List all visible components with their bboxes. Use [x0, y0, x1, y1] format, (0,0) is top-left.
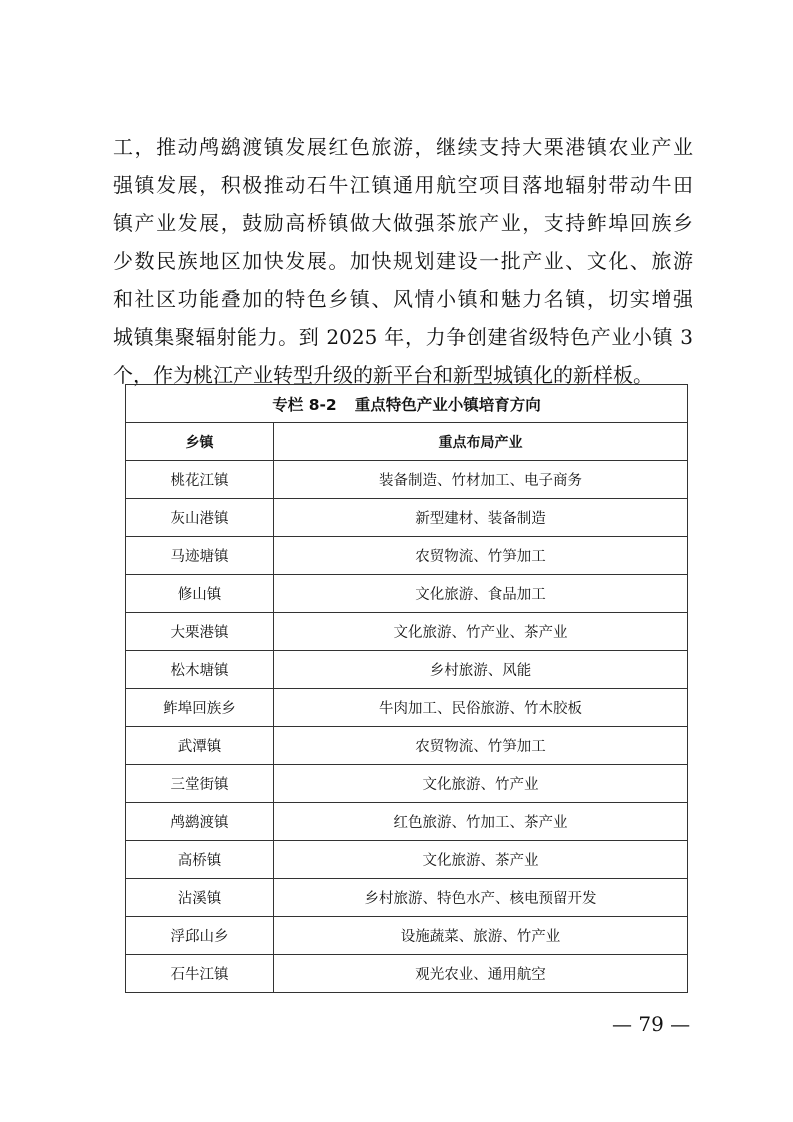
paragraph-line: 工，推动鸬鹚渡镇发展红色旅游，继续支持大栗港镇农业产业	[113, 135, 693, 159]
industry-cell: 牛肉加工、民俗旅游、竹木胶板	[274, 689, 688, 727]
table-row	[126, 537, 688, 575]
table-row	[126, 917, 688, 955]
industry-cell: 新型建材、装备制造	[274, 499, 688, 537]
town-cell: 鸬鹚渡镇	[126, 803, 274, 841]
table-title-text: 重点特色产业小镇培育方向	[354, 395, 541, 414]
table-row	[126, 765, 688, 803]
town-cell: 石牛江镇	[126, 955, 274, 993]
feature-town-table	[125, 384, 687, 993]
town-cell: 三堂街镇	[126, 765, 274, 803]
column-header-industry: 重点布局产业	[274, 423, 688, 461]
paragraph-line: 个，作为桃江产业转型升级的新平台和新型城镇化的新样板。	[113, 363, 653, 387]
industry-cell: 文化旅游、竹产业、茶产业	[274, 613, 688, 651]
table-title-row	[126, 385, 688, 423]
industry-cell: 设施蔬菜、旅游、竹产业	[274, 917, 688, 955]
industry-cell: 乡村旅游、风能	[274, 651, 688, 689]
table-row	[126, 575, 688, 613]
table-row	[126, 651, 688, 689]
table-row	[126, 955, 688, 993]
industry-cell: 乡村旅游、特色水产、核电预留开发	[274, 879, 688, 917]
town-cell: 鲊埠回族乡	[126, 689, 274, 727]
industry-cell: 红色旅游、竹加工、茶产业	[274, 803, 688, 841]
town-cell: 灰山港镇	[126, 499, 274, 537]
town-cell: 武潭镇	[126, 727, 274, 765]
table	[125, 384, 688, 993]
table-row	[126, 879, 688, 917]
table-header-row	[126, 423, 688, 461]
table-row	[126, 613, 688, 651]
table-row	[126, 689, 688, 727]
industry-cell: 观光农业、通用航空	[274, 955, 688, 993]
page-number: — 79 —	[612, 1012, 691, 1036]
table-row	[126, 727, 688, 765]
table-title	[126, 385, 688, 423]
industry-cell: 文化旅游、茶产业	[274, 841, 688, 879]
town-cell: 桃花江镇	[126, 461, 274, 499]
industry-cell: 农贸物流、竹笋加工	[274, 727, 688, 765]
industry-cell: 装备制造、竹材加工、电子商务	[274, 461, 688, 499]
paragraph-line: 镇产业发展，鼓励高桥镇做大做强茶旅产业，支持鲊埠回族乡	[113, 211, 693, 235]
column-header-town: 乡镇	[126, 423, 274, 461]
industry-cell: 农贸物流、竹笋加工	[274, 537, 688, 575]
table-label: 专栏 8-2	[272, 395, 337, 414]
town-cell: 修山镇	[126, 575, 274, 613]
paragraph-line: 少数民族地区加快发展。加快规划建设一批产业、文化、旅游	[113, 249, 693, 273]
table-row	[126, 499, 688, 537]
town-cell: 高桥镇	[126, 841, 274, 879]
industry-cell: 文化旅游、食品加工	[274, 575, 688, 613]
table-row	[126, 841, 688, 879]
table-row	[126, 803, 688, 841]
town-cell: 沾溪镇	[126, 879, 274, 917]
paragraph-line: 强镇发展，积极推动石牛江镇通用航空项目落地辐射带动牛田	[113, 173, 693, 197]
paragraph-line: 城镇集聚辐射能力。到 2025 年，力争创建省级特色产业小镇 3	[113, 325, 693, 349]
industry-cell: 文化旅游、竹产业	[274, 765, 688, 803]
table-row	[126, 461, 688, 499]
town-cell: 浮邱山乡	[126, 917, 274, 955]
town-cell: 松木塘镇	[126, 651, 274, 689]
town-cell: 大栗港镇	[126, 613, 274, 651]
town-cell: 马迹塘镇	[126, 537, 274, 575]
paragraph-line: 和社区功能叠加的特色乡镇、风情小镇和魅力名镇，切实增强	[113, 287, 693, 311]
body-paragraph	[113, 128, 693, 394]
